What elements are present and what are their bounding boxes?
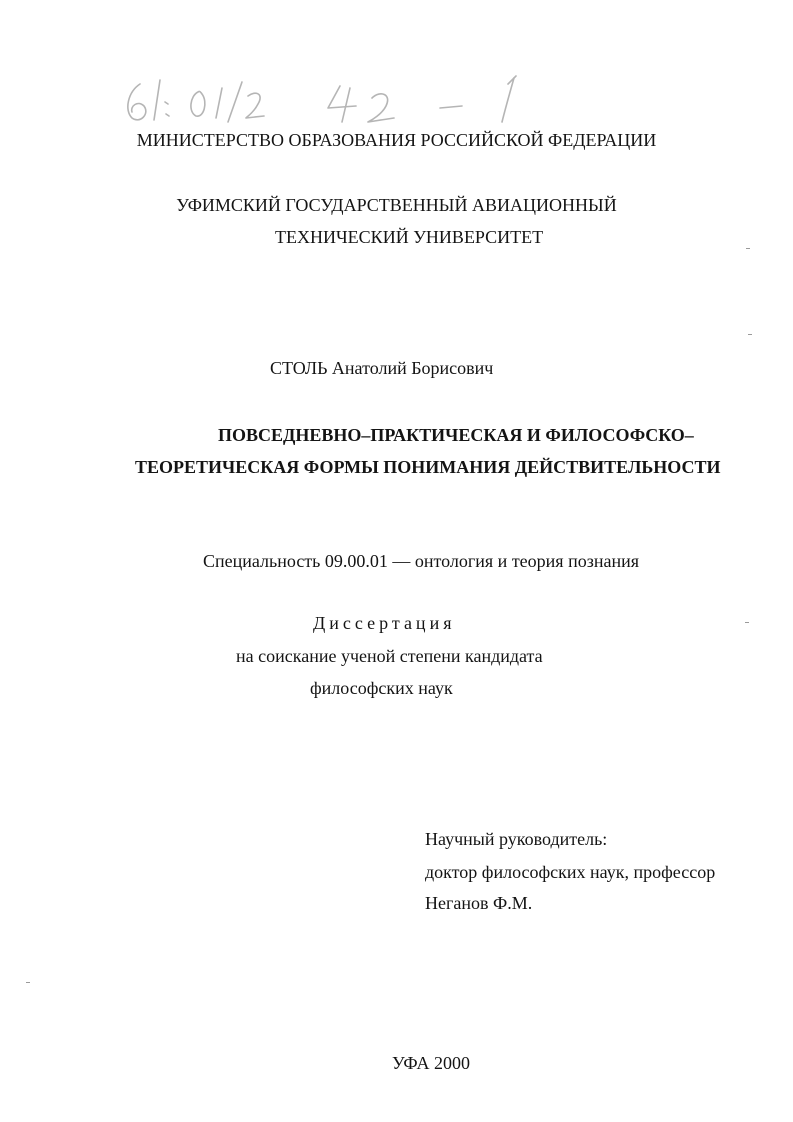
author-name: СТОЛЬ Анатолий Борисович	[270, 358, 494, 378]
dissertation-degree-line2: философских наук	[310, 678, 453, 698]
scan-speck	[26, 982, 30, 983]
dissertation-title-line2: ТЕОРЕТИЧЕСКАЯ ФОРМЫ ПОНИМАНИЯ ДЕЙСТВИТЕЛЬНОСТИ	[135, 457, 721, 477]
supervisor-name: Неганов Ф.М.	[425, 893, 533, 913]
university-name-line2: ТЕХНИЧЕСКИЙ УНИВЕРСИТЕТ	[275, 227, 544, 247]
university-name-line1: УФИМСКИЙ ГОСУДАРСТВЕННЫЙ АВИАЦИОННЫЙ	[176, 195, 617, 215]
specialty: Специальность 09.00.01 — онтология и теория познания	[203, 551, 639, 571]
supervisor-degree: доктор философских наук, профессор	[425, 862, 716, 882]
supervisor-label: Научный руководитель:	[425, 829, 608, 849]
ministry-name: МИНИСТЕРСТВО ОБРАЗОВАНИЯ РОССИЙСКОЙ ФЕДЕРАЦИИ	[136, 130, 657, 150]
scan-speck	[745, 622, 749, 623]
handwritten-archive-number	[110, 62, 550, 132]
dissertation-degree-line1: на соискание ученой степени кандидата	[236, 646, 543, 666]
scan-speck	[746, 248, 750, 249]
scan-speck	[748, 334, 752, 335]
dissertation-title-line1: ПОВСЕДНЕВНО–ПРАКТИЧЕСКАЯ И ФИЛОСОФСКО–	[218, 425, 694, 445]
dissertation-heading: Диссертация	[313, 613, 456, 633]
place-and-year: УФА 2000	[392, 1053, 470, 1073]
